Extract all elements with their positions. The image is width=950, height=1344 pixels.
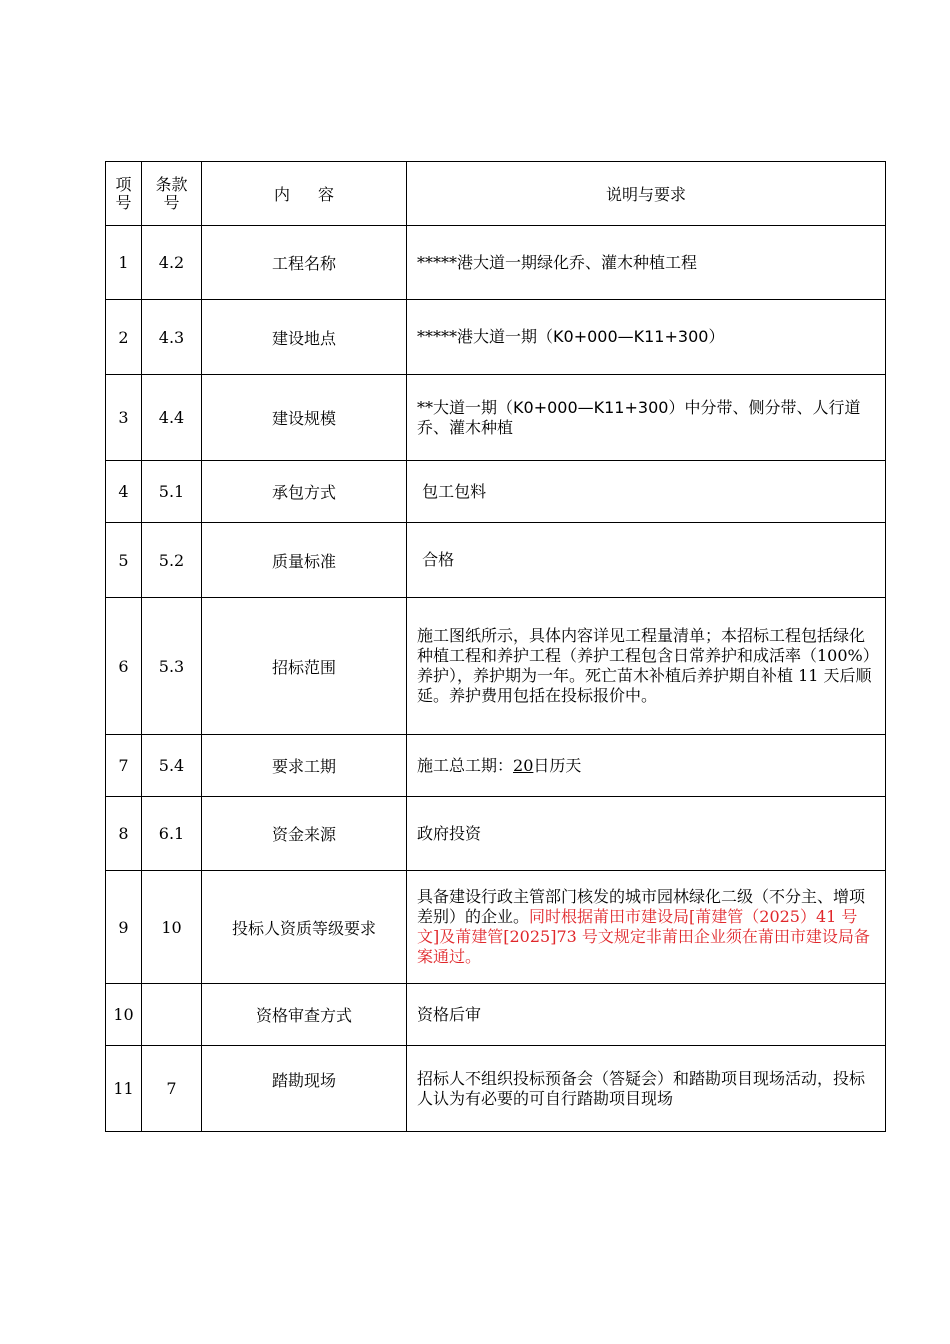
row-description bbox=[407, 300, 886, 375]
row-content: 要求工期 bbox=[202, 735, 407, 797]
table-row bbox=[106, 735, 886, 797]
row-content: 工程名称 bbox=[202, 226, 407, 300]
row-content: 质量标准 bbox=[202, 523, 407, 598]
row-content: 承包方式 bbox=[202, 461, 407, 523]
table-row bbox=[106, 984, 886, 1046]
row-content: 资金来源 bbox=[202, 797, 407, 871]
table-row bbox=[106, 226, 886, 300]
header-description-label: 说明与要求 bbox=[605, 185, 686, 204]
row-clause-no: 10 bbox=[142, 871, 202, 984]
table-row bbox=[106, 1046, 886, 1132]
row-clause-no: 4.3 bbox=[142, 300, 202, 375]
row-description-part: 施工总工期： bbox=[417, 755, 514, 775]
row-content: 资格审查方式 bbox=[202, 984, 407, 1046]
row-description-part: 日历天 bbox=[533, 755, 582, 775]
row-description bbox=[407, 375, 886, 461]
table-row bbox=[106, 797, 886, 871]
row-item-no: 4 bbox=[106, 461, 142, 523]
row-item-no: 3 bbox=[106, 375, 142, 461]
row-clause-no: 5.1 bbox=[142, 461, 202, 523]
row-item-no: 6 bbox=[106, 598, 142, 735]
row-description-mileage: K0+000—K11+300 bbox=[553, 327, 709, 346]
row-clause-no: 7 bbox=[142, 1046, 202, 1132]
row-clause-no: 5.2 bbox=[142, 523, 202, 598]
row-item-no: 11 bbox=[106, 1046, 142, 1132]
row-description: *****港大道一期绿化乔、灌木种植工程 bbox=[407, 226, 886, 300]
row-description-red-note: 同时根据莆田市建设局[莆建管（2025）41 号文]及莆建管[2025]73 号文规定非莆田企业须在莆田市建设局备案通过。 bbox=[417, 907, 870, 966]
row-description-part: 具备建设行政主管部门核发的城市园林绿化二级（不分主、增项差别）的企业。 bbox=[417, 887, 866, 926]
header-item-no-label: 项号 bbox=[115, 174, 132, 212]
table-row bbox=[106, 523, 886, 598]
row-description: 招标人不组织投标预备会（答疑会）和踏勘项目现场活动，投标人认为有必要的可自行踏勘项目现场 bbox=[407, 1046, 886, 1132]
row-item-no: 2 bbox=[106, 300, 142, 375]
row-item-no: 7 bbox=[106, 735, 142, 797]
bid-data-table bbox=[105, 161, 886, 1132]
row-description: 施工图纸所示，具体内容详见工程量清单；本招标工程包括绿化种植工程和养护工程（养护工程包含日常养护和成活率（100%）养护），养护期为一年。死亡苗木补植后养护期自补植 11 天后顺延。养护费用包括在投标报价中。 bbox=[407, 598, 886, 735]
header-clause-no bbox=[142, 162, 202, 226]
row-description-duration: 20 bbox=[513, 755, 534, 775]
row-clause-no: 4.4 bbox=[142, 375, 202, 461]
row-content: 投标人资质等级要求 bbox=[202, 871, 407, 984]
table-header-row bbox=[106, 162, 886, 226]
row-content: 招标范围 bbox=[202, 598, 407, 735]
header-clause-no-label: 条款号 bbox=[155, 174, 188, 212]
header-item-no bbox=[106, 162, 142, 226]
row-description: 资格后审 bbox=[407, 984, 886, 1046]
row-content: 建设规模 bbox=[202, 375, 407, 461]
table-row bbox=[106, 300, 886, 375]
row-content: 建设地点 bbox=[202, 300, 407, 375]
table-row bbox=[106, 461, 886, 523]
row-description-part: ） bbox=[708, 327, 725, 346]
row-clause-no: 5.4 bbox=[142, 735, 202, 797]
row-description: 包工包料 bbox=[407, 461, 886, 523]
row-description-mileage: K0+000—K11+300 bbox=[513, 397, 669, 417]
row-clause-no: 4.2 bbox=[142, 226, 202, 300]
row-item-no: 9 bbox=[106, 871, 142, 984]
row-item-no: 8 bbox=[106, 797, 142, 871]
row-clause-no: 5.3 bbox=[142, 598, 202, 735]
header-content-label-a: 内 bbox=[273, 185, 290, 204]
row-description-part: **大道一期（ bbox=[417, 397, 514, 417]
row-description-part: *****港大道一期（ bbox=[417, 327, 554, 346]
header-content bbox=[202, 162, 407, 226]
table-row bbox=[106, 375, 886, 461]
table-row bbox=[106, 871, 886, 984]
row-item-no: 1 bbox=[106, 226, 142, 300]
row-description: 合格 bbox=[407, 523, 886, 598]
row-description-part: ）中分带、侧分带、人行道乔、灌木种植 bbox=[417, 397, 861, 437]
row-clause-no: 6.1 bbox=[142, 797, 202, 871]
row-item-no: 10 bbox=[106, 984, 142, 1046]
header-content-label-b: 容 bbox=[318, 185, 335, 204]
table-row bbox=[106, 598, 886, 735]
row-clause-no bbox=[142, 984, 202, 1046]
row-item-no: 5 bbox=[106, 523, 142, 598]
row-content: 踏勘现场 bbox=[202, 1046, 407, 1132]
header-description bbox=[407, 162, 886, 226]
row-description: 政府投资 bbox=[407, 797, 886, 871]
row-description bbox=[407, 735, 886, 797]
row-description bbox=[407, 871, 886, 984]
